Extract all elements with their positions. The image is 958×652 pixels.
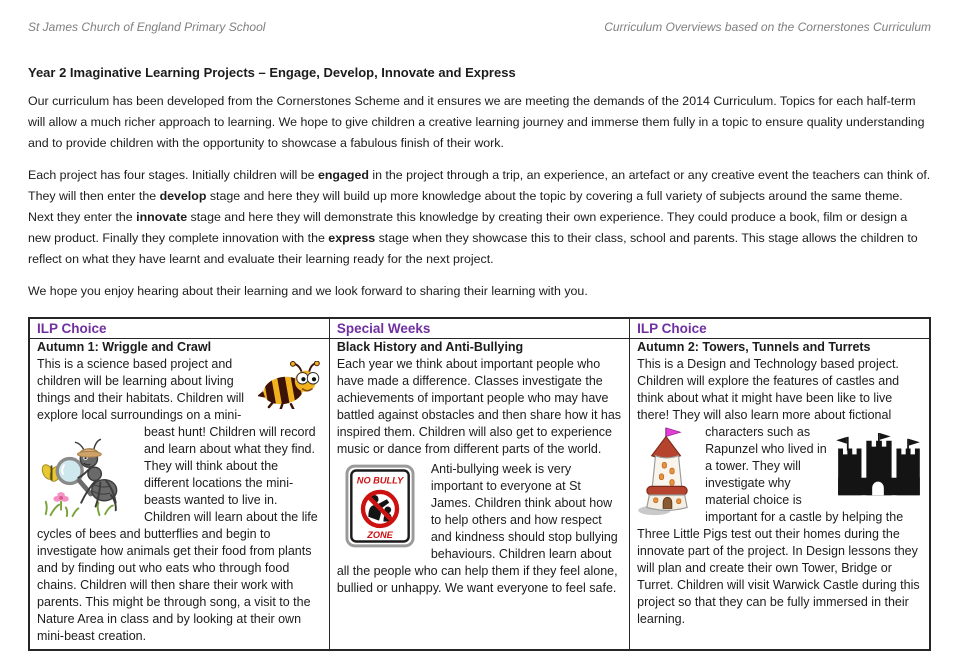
intro-paragraph-1: Our curriculum has been developed from the Cornerstones Scheme and it ensures we are meeting the demands of the 2014 Curriculum. Topics for each half-term will allow a much richer approach to learning. We hope to give children a creative learning journey and immerse them fully in a topic to ensure quality understanding and to provide children with the opportunity to showcase a fabulous finish of their work.: [28, 94, 925, 150]
special-weeks-text-block2: [337, 461, 622, 597]
bee-image: [258, 361, 322, 409]
column-header-ilp-choice-autumn1: ILP Choice: [29, 318, 329, 339]
document-header: [28, 20, 931, 34]
svg-text:NO BULLY: NO BULLY: [356, 475, 404, 486]
table-header-row: [29, 318, 930, 339]
page-title: Year 2 Imaginative Learning Projects – Engage, Develop, Innovate and Express: [28, 65, 516, 80]
autumn2-text-part2: characters such as Rapunzel who lived in a tower. They will investigate why material choice is important for a castle by helping the: [705, 425, 904, 524]
castle-image: [834, 433, 922, 503]
autumn1-cell: [29, 339, 329, 651]
autumn2-text: [637, 356, 922, 628]
header-curriculum-note: Curriculum Overviews based on the Cornerstones Curriculum: [604, 20, 931, 34]
table-body-row: [29, 339, 930, 651]
autumn2-cell: [630, 339, 930, 651]
header-school-name: St James Church of England Primary School: [28, 20, 266, 34]
tower-image: [637, 426, 697, 518]
autumn1-title: Autumn 1: Wriggle and Crawl: [37, 340, 212, 354]
intro-paragraph-3: We hope you enjoy hearing about their learning and we look forward to sharing their learning with you.: [28, 284, 588, 298]
autumn1-text-part1: This is a science based project and children will be learning about living things and their habitats. Children will explore local surroundings on a: [37, 357, 245, 422]
curriculum-table: [28, 317, 931, 651]
special-weeks-text-part2: Anti-bullying week is very important to everyone at St James. Children think about how to help others and how respect and kindness should stop bullying behaviours. Children learn about all the people who can help them if they feel alone, bullied or unhappy. We want everyone to feel safe.: [336, 462, 618, 595]
column-header-special-weeks: Special Weeks: [329, 318, 629, 339]
no-bully-zone-image: [345, 464, 415, 548]
autumn2-text-part1: This is a Design and Technology based project. Children will explore the features of castles and think about what it might have been like to live there! They will also learn more about fictional: [637, 357, 900, 422]
ant-explorer-image: [37, 426, 135, 518]
svg-text:ZONE: ZONE: [367, 530, 393, 541]
special-weeks-cell: [329, 339, 629, 651]
autumn2-text-part3: Three Little Pigs test out their homes during the innovate part of the project. In Design lessons they will plan and create their own Tower, Bridge or Turret. Children will visit Warwick Castle during this project so that they can be fully immersed in their learning.: [637, 527, 920, 626]
autumn2-title: Autumn 2: Towers, Tunnels and Turrets: [637, 340, 871, 354]
special-weeks-text-part1: Each year we think about important people who have made a difference. Classes investigate the achievements of important people who may have battled against obstacles and then share how it has inspired them. Children will also get to experience music or dance from different parts of the world.: [336, 357, 622, 456]
autumn1-text: [37, 356, 322, 645]
column-header-ilp-choice-autumn2: ILP Choice: [630, 318, 930, 339]
special-weeks-title: Black History and Anti-Bullying: [336, 340, 524, 354]
intro-paragraph-2: Each project has four stages. Initially children will be engaged in the project through a trip, an experience, an artefact or any creative event the teachers can think of. They will then enter the develop stage and here they will build up more knowledge about the topic by covering a full variety of subjects around the same theme. Next they enter the innovate stage and here they will demonstrate this knowledge by creating their own experience. They could produce a book, film or design a new product. Finally they complete innovation with the express stage when they showcase this to their class, school and parents. This stage allows the children to reflect on what they have learnt and evaluate their learning ready for the next project.: [28, 168, 931, 266]
autumn1-text-part2: mini-beast hunt! Children will record and learn about what they find. They will think about the different locations the mini-beasts wanted to live in. Children will learn about the life cycles of bees and butterflies and begin to investigate how animals get their food from plants and by finding out who eats who through food chains. Children will then share their work with parents. This might be through song, a visit to the Nature Area in class and by looking at their own mini-beast creation.: [37, 408, 318, 643]
